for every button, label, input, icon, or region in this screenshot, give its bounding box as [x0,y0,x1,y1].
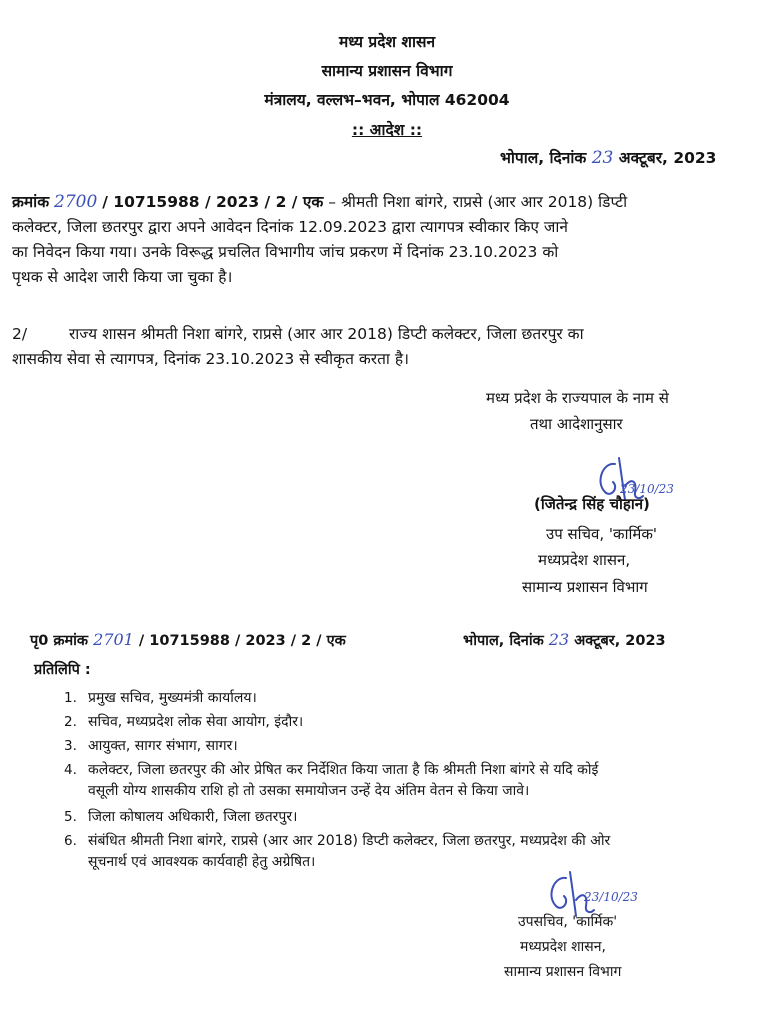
authority-line-1: मध्य प्रदेश के राज्यपाल के नाम से [486,389,669,407]
signatory-1-name: (जितेन्द्र सिंह चौहान) [534,495,650,513]
copy-to-item-number: 6. [64,833,77,849]
authority-line-2: तथा आदेशानुसार [530,415,623,433]
signatory-2-designation: उपसचिव, 'कार्मिक' [518,914,618,930]
signature-2-date: 23/10/23 [584,890,638,904]
copy-to-item-text: संबंधित श्रीमती निशा बांगरे, राप्रसे (आर आर 2018) डिप्टी कलेक्टर, जिला छतरपुर, मध्यप्रदेश की ओर [88,833,611,849]
copy-to-item-number: 2. [64,714,77,730]
signatory-1-dept-1: मध्यप्रदेश शासन, [538,551,631,569]
paragraph-2-line-2: शासकीय सेवा से त्यागपत्र, दिनांक 23.10.2023 से स्वीकृत करता है। [12,350,409,368]
date-line [500,146,716,168]
signatory-1-dept-2: सामान्य प्रशासन विभाग [522,578,648,596]
paragraph-2 [12,322,734,372]
paragraph-2-line-1: राज्य शासन श्रीमती निशा बांगरे, राप्रसे (आर आर 2018) डिप्टी कलेक्टर, जिला छतरपुर का [68,325,584,343]
endorsement-reference: / 10715988 / 2023 / 2 / एक [138,633,346,649]
signatory-1-designation: उप सचिव, 'कार्मिक' [546,525,657,543]
copy-to-item-text-cont: वसूली योग्य शासकीय राशि हो तो उसका समायोजन उन्हें देय अंतिम वेतन से किया जावे। [88,783,530,799]
paragraph-1-line-2: कलेक्टर, जिला छतरपुर द्वारा अपने आवेदन दिनांक 12.09.2023 द्वारा त्यागपत्र स्वीकार किए जाने [12,218,569,236]
header-line-address: मंत्रालय, वल्लभ–भवन, भोपाल 462004 [264,91,510,109]
date-prefix: भोपाल, दिनांक [500,149,587,167]
date-suffix: अक्टूबर, 2023 [618,149,717,167]
copy-to-item-number: 4. [64,762,77,778]
copy-to-item-text: जिला कोषालय अधिकारी, जिला छतरपुर। [88,809,298,825]
copy-to-item-1 [64,688,257,709]
handwritten-endorsement-number: 2701 [93,630,134,649]
copy-to-item-2 [64,712,303,733]
endorsement-date [463,630,666,650]
copy-to-item-4 [64,760,744,802]
paragraph-1-line-1: – श्रीमती निशा बांगरे, राप्रसे (आर आर 2018) डिप्टी [328,193,628,211]
copy-to-item-number: 5. [64,809,77,825]
order-title: :: आदेश :: [351,121,423,139]
copy-to-item-3 [64,736,238,757]
handwritten-endorsement-day: 23 [548,630,570,649]
order-reference: / 10715988 / 2023 / 2 / एक [102,193,324,211]
paragraph-1-line-3: का निवेदन किया गया। उनके विरूद्ध प्रचलित विभागीय जांच प्रकरण में दिनांक 23.10.2023 को [12,243,559,261]
handwritten-order-number: 2700 [54,192,98,212]
copy-to-item-text: कलेक्टर, जिला छतरपुर की ओर प्रेषित कर निर्देशित किया जाता है कि श्रीमती निशा बांगरे से यदि कोई [88,762,599,778]
copy-to-item-text: सचिव, मध्यप्रदेश लोक सेवा आयोग, इंदौर। [88,714,304,730]
handwritten-date-day: 23 [591,148,614,168]
paragraph-1-line-4: पृथक से आदेश जारी किया जा चुका है। [12,268,233,286]
copy-to-item-number: 1. [64,690,77,706]
copy-to-item-text: प्रमुख सचिव, मुख्यमंत्री कार्यालय। [88,690,257,706]
signatory-2-dept-2: सामान्य प्रशासन विभाग [504,964,622,980]
header-line-state: मध्य प्रदेश शासन [338,33,436,51]
endorsement-label: पृ0 क्रमांक [30,633,89,649]
paragraph-1 [12,190,734,290]
header-line-department: सामान्य प्रशासन विभाग [321,62,453,80]
signatory-2-dept-1: मध्यप्रदेश शासन, [520,939,606,955]
order-number-label: क्रमांक [12,193,50,211]
copy-to-item-text: आयुक्त, सागर संभाग, सागर। [88,738,238,754]
endorsement-line [30,630,346,650]
copy-to-item-text-cont: सूचनार्थ एवं आवश्यक कार्यवाही हेतु अग्रेषित। [88,854,316,870]
endorsement-date-prefix: भोपाल, दिनांक [463,633,544,649]
copy-to-item-5 [64,807,297,828]
copy-to-title: प्रतिलिपि : [34,662,91,678]
copy-to-item-number: 3. [64,738,77,754]
endorsement-date-suffix: अक्टूबर, 2023 [574,633,666,649]
signature-1-date: 23/10/23 [620,482,674,496]
paragraph-2-number: 2/ [12,325,28,343]
